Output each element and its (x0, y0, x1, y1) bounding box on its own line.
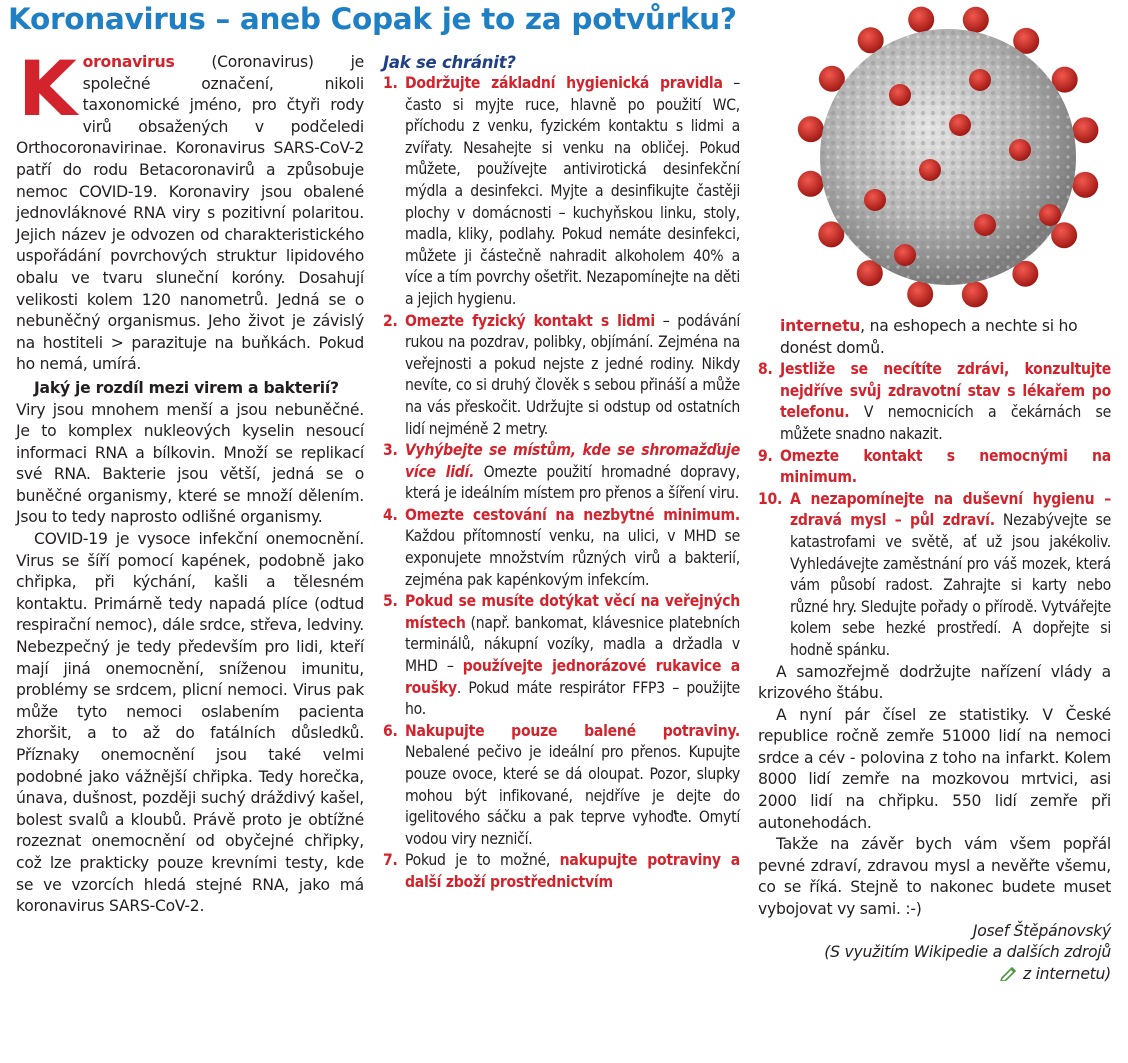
spike-protein (798, 116, 824, 142)
difference-heading: Jaký je rozdíl mezi virem a bakterií? (34, 378, 339, 397)
spike-protein (949, 114, 971, 136)
item-text: Omezte použití hromadné dopravy, která je ideálním místem pro přenos a šíření viru. (405, 462, 740, 503)
spike-protein (962, 281, 988, 307)
item-text: Nebalené pečivo je ideální pro přenos. Kupujte pouze ovoce, které se dá oloupat. Pozor, slupky mohou být infikované, nejdříve je dejte do igelitového sáčku a pak teprve vyhoďte. Omytí vodou viry nezničí. (405, 743, 740, 848)
item-text: – podávání rukou na pozdrav, polibky, objímání. Zejména na veřejnosti a pokud nejste z jedné rodiny. Nikdy nevíte, co si druhý člověk s sebou přináší a může na vás přeskočit. Udržujte si odstup od ostatních lidí nejméně 2 metry. (405, 311, 740, 438)
list-item (383, 311, 740, 441)
spike-protein (894, 244, 916, 266)
spike-protein (1009, 139, 1031, 161)
spike-protein (1039, 204, 1061, 226)
item-text-2: . Pokud máte respirátor FFP3 – použijte ho. (405, 678, 740, 719)
statistics-paragraph: A nyní pár čísel ze statistiky. V České republice ročně zemře 51000 lidí na nemoci srdce a cév - polovina z toho na infarkt. Kolem 8000 lidí zemře na mozkovou mrtvici, asi 2000 lidí na chřipku. 550 lidí zemře při autonehodách. (758, 705, 1111, 832)
item-bold: A nezapomínejte na duševní hygienu – zdravá mysl – půl zdraví. (790, 489, 1111, 530)
spike-protein (907, 281, 933, 307)
item-bold: internetu (780, 317, 861, 335)
intro-lead-word: oronavirus (82, 53, 175, 71)
item-number: 6. (383, 721, 398, 740)
list-item (758, 489, 1111, 662)
article-title: Koronavirus – aneb Copak je to za potvůrku? (8, 2, 737, 36)
author: Josef Štěpánovský (972, 921, 1111, 940)
column-middle (383, 52, 740, 894)
item-bold: Omezte fyzický kontakt s lidmi (405, 311, 655, 330)
item-bold: Dodržujte základní hygienická pravidla (405, 74, 723, 92)
item-bold-2: používejte jednorázové rukavice a roušky (405, 657, 740, 697)
item-text: V nemocnicích a čekárnách se můžete snadno nakazit. (780, 403, 1111, 443)
spike-protein (963, 7, 989, 33)
spike-protein (974, 214, 996, 236)
spike-protein (908, 7, 934, 33)
closing-paragraph-2: Takže na závěr bych vám všem popřál pevné zdraví, zdravou mysl a nevěřte všemu, co se říká. Stejně to nakonec budete muset vybojovat vy sami. :-) (758, 835, 1111, 919)
item-number: 7. (383, 851, 398, 870)
spike-protein (798, 171, 824, 197)
list-item (383, 850, 740, 893)
item-number: 4. (383, 505, 398, 524)
closing-paragraph-1: A samozřejmě dodržujte nařízení vlády a krizového štábu. (758, 662, 1111, 703)
list-item (383, 721, 740, 851)
item7-continuation (758, 316, 1111, 359)
drop-cap: K (18, 44, 77, 133)
item-number: 2. (383, 311, 398, 330)
intro-text: (Coronavirus) je společné označení, nikoli taxonomické jméno, pro čtyři rody virů obsažených v podčeledi Orthocoronavirinae. Koronavirus SARS-CoV-2 patří do rodu Betacoronavirů a způsobuje nemoc COVID-19. Koronaviry jsou obalené jednovláknové RNA viry s pozitivní polaritou. Jejich název je odvozen od charakteristického uspořádání povrchových struktur lipidového obalu ve tvaru sluneční koróny. Dosahují velikosti kolem 120 nanometrů. Jedná se o nebuněčný organismus. Jeho život je závislý na hostiteli > parazituje na buňkách. Pokud ho nemá, umírá. (16, 53, 364, 374)
protect-heading: Jak se chránit? (383, 53, 516, 72)
item-bold: Omezte kontakt s nemocnými na minimum. (780, 446, 1111, 487)
item-bold: Nakupujte pouze balené potraviny. (405, 721, 740, 740)
item-number: 5. (383, 592, 398, 611)
spike-protein (1072, 117, 1098, 143)
covid-paragraph: COVID-19 je vysoce infekční onemocnění. Virus se šíří pomocí kapének, podobně jako chřipka, při kýchání, kašli a tělesném kontaktu. Primárně tedy napadá plíce (odtud respirační nemoc), dále srdce, střeva, ledviny. Nebezpečný je tedy především pro lidi, kteří mají jiná onemocnění, sníženou imunitu, problémy se srdcem, plicní nemoci. Virus pak může tyto nemoci oslabením pacienta zhoršit, a to až do fatálních důsledků. Příznaky onemocnění jsou také velmi podobné jako vážnější chřipka. Tedy horečka, únava, dušnost, později suchý dráždivý kašel, bolest svalů a kloubů. Právě proto je obtížné rozeznat onemocnění od obyčejné chřipky, což lze prakticky pouze krevními testy, kde se ve vzorcích hledá stejné RNA, jako má koronavirus SARS-CoV-2. (16, 530, 364, 916)
item-number: 3. (383, 441, 398, 460)
spike-protein (889, 84, 911, 106)
coronavirus-illustration (780, 0, 1116, 314)
spike-protein (1072, 172, 1098, 198)
column-right (758, 316, 1111, 987)
coronavirus-icon (780, 0, 1116, 314)
spike-protein (919, 159, 941, 181)
item-bold: Vyhýbejte se místům, kde se shromažďuje více lidí. (405, 441, 740, 481)
intro-paragraph (16, 44, 364, 376)
list-item (383, 591, 740, 721)
item-bold: Jestliže se necítíte zdrávi, konzultujte nejdříve svůj zdravotní stav s lékařem po telefonu. (780, 360, 1111, 422)
column-left (16, 44, 364, 918)
source-line-1: (S využitím Wikipedie a dalších zdrojů (824, 943, 1111, 962)
list-item (758, 446, 1111, 489)
list-item (383, 505, 740, 591)
item-bold: Omezte cestování na nezbytné minimum. (405, 505, 740, 524)
pencil-icon (1000, 965, 1018, 988)
item-text: (např. bankomat, klávesnice platebních terminálů, nákupní vozíky, madla a držadla v MHD – (405, 613, 740, 676)
difference-text: Viry jsou mnohem menší a jsou nebuněčné. Je to komplex nukleových kyselin nesoucí informaci RNA a bílkovin. Množí se replikací své RNA. Bakterie jsou větší, jedná se o buněčné organismy, které se množí dělením. Jsou to tedy naprosto odlišné organismy. (16, 400, 364, 527)
item-text: , na eshopech a nechte si ho donést domů. (780, 317, 1078, 357)
list-item (383, 73, 740, 311)
item-number: 10. (758, 489, 783, 508)
item-text: – často si myjte ruce, hlavně po použití WC, příchodu z venku, fyzickém kontaktu s lidmi a zvířaty. Nesahejte si venku na obličej. Pokud můžete, používejte antivirotická desinfekční mýdla a desinfekci. Myjte a desinfikujte častěji plochy v domácnosti – kuchyňskou linku, stoly, madla, kliky, podlahy. Pokud nemáte desinfekci, můžete ji částečně nahradit alkoholem 40% a více a tím povrchy ošetřit. Nezapomínejte na děti a jejich hygienu. (405, 74, 741, 308)
item-number: 8. (758, 360, 773, 379)
item-text: Pokud je to možné, (405, 851, 560, 870)
list-item (383, 440, 740, 505)
spike-protein (969, 69, 991, 91)
item-number: 1. (383, 74, 398, 92)
item-bold: Pokud se musíte dotýkat věcí na veřejných místech (405, 592, 740, 632)
source-line-2 (758, 964, 1111, 988)
item-number: 9. (758, 446, 773, 465)
item-bold: nakupujte potraviny a další zboží prostřednictvím (405, 851, 741, 891)
item-text: Nezabývejte se katastrofami ve světě, ať už jsou jakékoliv. Vyhledávejte zaměstnání pro váš mozek, která vám působí radost. Zahrajte si karty nebo různé hry. Sledujte pořady o přírodě. Vytvářejte kolem sebe hezké prostředí. A dopřejte si hodně spánku. (790, 511, 1111, 659)
list-item (758, 359, 1111, 445)
source-line-2-text: z internetu) (1022, 964, 1111, 983)
spike-protein (864, 189, 886, 211)
item-text: Každou přítomností venku, na ulici, v MHD se exponujete množstvím různých virů a bakterií, zejména pak kapénkovým infekcím. (405, 527, 740, 589)
